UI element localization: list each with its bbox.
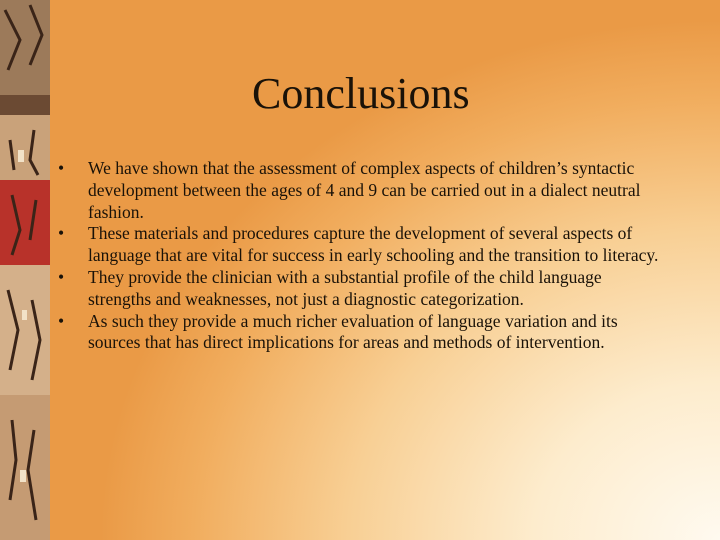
bullet-text: These materials and procedures capture the development of several aspects of language that are vital for success in early schooling and the transition to literacy. [88,223,659,266]
bullet-marker: • [58,310,65,331]
bullet-item [58,223,668,267]
bullet-text: We have shown that the assessment of complex aspects of children’s syntactic development between the ages of 4 and 9 can be carried out in a dialect neutral fashion. [88,158,641,222]
bullet-marker: • [58,158,65,178]
bullet-item [58,311,668,355]
bullet-item [58,158,668,223]
bullet-marker: • [58,266,65,287]
slide-title: Conclusions [252,69,470,118]
bullet-item [58,267,668,311]
bullet-list [58,158,668,354]
bullet-text: They provide the clinician with a substantial profile of the child language strengths and weaknesses, not just a diagnostic categorization. [88,266,602,309]
bullet-text: As such they provide a much richer evaluation of language variation and its sources that has direct implications for areas and methods of intervention. [88,310,618,353]
bullet-marker: • [58,223,65,244]
